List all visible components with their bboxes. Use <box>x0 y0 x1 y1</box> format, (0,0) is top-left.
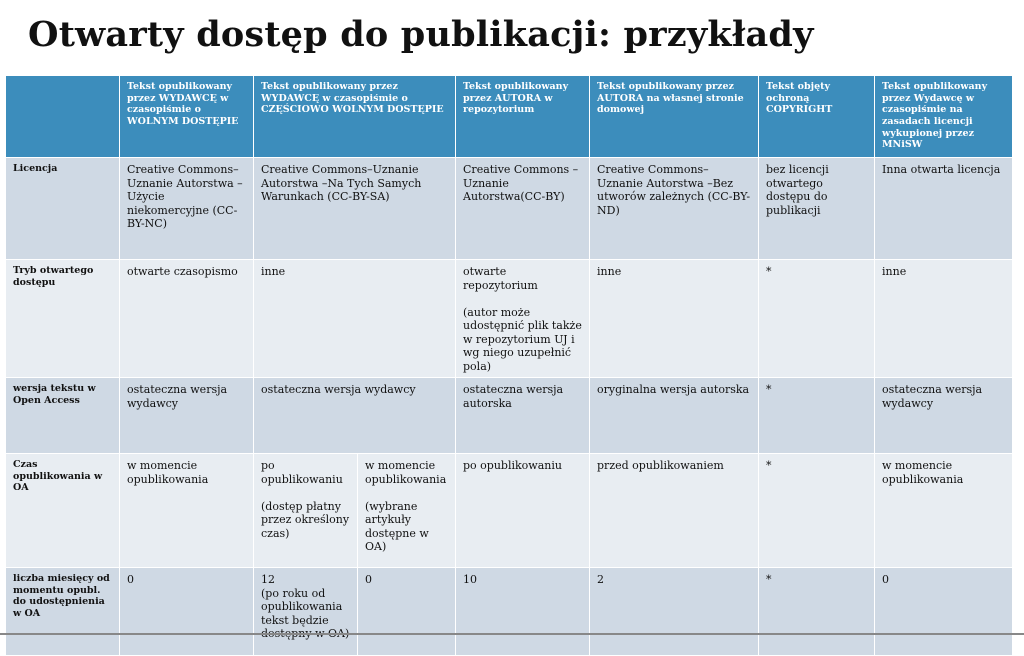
table-cell: Creative Commons–Uznanie Autorstwa –Bez utworów zależnych (CC-BY-ND) <box>590 158 759 260</box>
table-cell: ostateczna wersja autorska <box>456 378 590 454</box>
table-cell: w momencie opublikowania <box>120 454 254 568</box>
table-cell: 0 <box>875 568 1013 656</box>
table-cell: * <box>759 454 875 568</box>
header-col-author-homepage: Tekst opublikowany przez AUTORA na własnej stronie domowej <box>590 76 759 158</box>
comparison-table <box>5 75 1013 656</box>
table-cell: ostateczna wersja wydawcy <box>875 378 1013 454</box>
table-cell: inne <box>254 260 456 378</box>
header-col-mnisw-license: Tekst opublikowany przez Wydawcę w czasopiśmie na zasadach licencji wykupionej przez MNiSW <box>875 76 1013 158</box>
page-title: Otwarty dostęp do publikacji: przykłady <box>28 14 814 55</box>
header-col-publisher-partial-oa: Tekst opublikowany przez WYDAWCĘ w czasopiśmie o CZĘŚCIOWO WOLNYM DOSTĘPIE <box>254 76 456 158</box>
header-col-publisher-oa: Tekst opublikowany przez WYDAWCĘ w czasopiśmie o WOLNYM DOSTĘPIE <box>120 76 254 158</box>
table-cell: otwarte repozytorium (autor może udostępnić plik także w repozytorium UJ i wg niego uzupełnić pola) <box>456 260 590 378</box>
table-row-tryb <box>6 260 1013 378</box>
row-label: Licencja <box>6 158 120 260</box>
table-cell: ostateczna wersja wydawcy <box>120 378 254 454</box>
header-col-copyright: Tekst objęty ochroną COPYRIGHT <box>759 76 875 158</box>
table-cell: przed opublikowaniem <box>590 454 759 568</box>
table-cell: w momencie opublikowania (wybrane artykuły dostępne w OA) <box>358 454 456 568</box>
table-cell: 0 <box>120 568 254 656</box>
table-cell: po opublikowaniu (dostęp płatny przez określony czas) <box>254 454 358 568</box>
table-cell: 10 <box>456 568 590 656</box>
table-cell: 2 <box>590 568 759 656</box>
table-cell: * <box>759 378 875 454</box>
table-row-licencja <box>6 158 1013 260</box>
table-cell: Creative Commons – Uznanie Autorstwa(CC-BY) <box>456 158 590 260</box>
table-cell: po opublikowaniu <box>456 454 590 568</box>
table-cell: 12 (po roku od opublikowania tekst będzie <box>254 568 358 656</box>
table-cell: inne <box>875 260 1013 378</box>
table-row-czas <box>6 454 1013 568</box>
table-cell: Creative Commons–Uznanie Autorstwa – Użycie niekomercyjne (CC-BY-NC) <box>120 158 254 260</box>
header-col-author-repository: Tekst opublikowany przez AUTORA w repozytorium <box>456 76 590 158</box>
bottom-divider <box>0 633 1024 635</box>
table-cell: Inna otwarta licencja <box>875 158 1013 260</box>
header-row <box>6 76 1013 158</box>
table-cell: * <box>759 568 875 656</box>
row-label: Tryb otwartego dostępu <box>6 260 120 378</box>
row-label: Czas opublikowania w OA <box>6 454 120 568</box>
row-label: wersja tekstu w Open Access <box>6 378 120 454</box>
table-cell: otwarte czasopismo <box>120 260 254 378</box>
table-cell: inne <box>590 260 759 378</box>
row-label: liczba miesięcy od momentu opubl. do udostępnienia w OA <box>6 568 120 656</box>
table-cell: 0 <box>358 568 456 656</box>
table-cell: bez licencji otwartego dostępu do publikacji <box>759 158 875 260</box>
table-cell: Creative Commons–Uznanie Autorstwa –Na Tych Samych Warunkach (CC-BY-SA) <box>254 158 456 260</box>
table-row-miesiace <box>6 568 1013 656</box>
table-row-wersja <box>6 378 1013 454</box>
table-cell: * <box>759 260 875 378</box>
table-cell: ostateczna wersja wydawcy <box>254 378 456 454</box>
table-cell: oryginalna wersja autorska <box>590 378 759 454</box>
table-cell: w momencie opublikowania <box>875 454 1013 568</box>
header-corner <box>6 76 120 158</box>
